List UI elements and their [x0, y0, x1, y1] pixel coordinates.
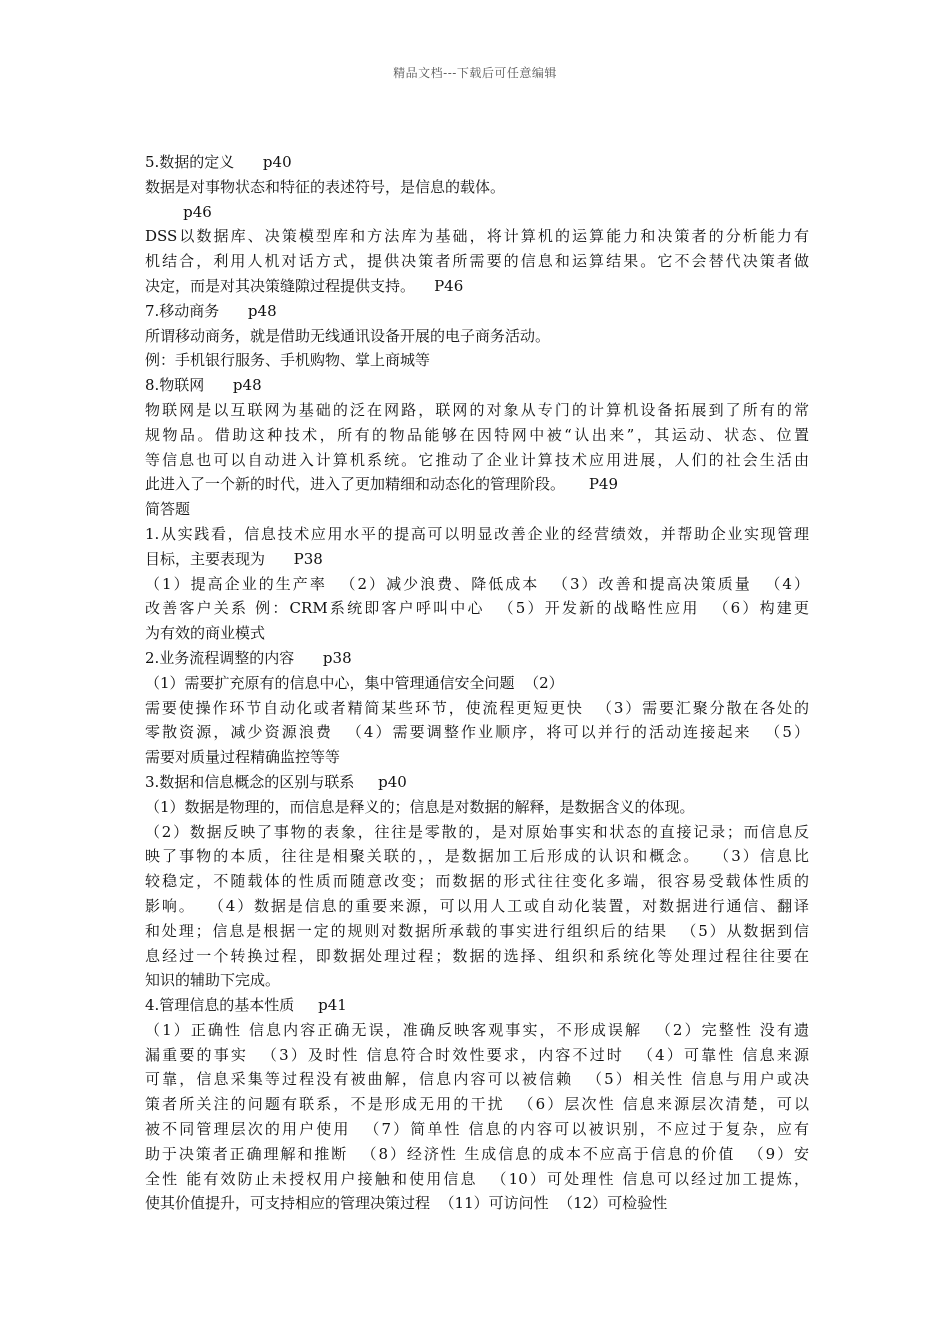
text-line: 1.从实践看，信息技术应用水平的提高可以明显改善企业的经营绩效，并帮助企业实现管理	[145, 524, 809, 543]
text-line: 助于决策者正确理解和推断 （8）经济性 生成信息的成本不应高于信息的价值 （9）安	[145, 1144, 809, 1163]
text-line: 规物品。借助这种技术，所有的物品能够在因特网中被“认出来”，其运动、状态、位置	[145, 425, 809, 444]
text-line: 全性 能有效防止未授权用户接触和使用信息 （10）可处理性 信息可以经过加工提炼，	[145, 1169, 809, 1188]
text-line: 使其价值提升，可支持相应的管理决策过程 （11）可访问性 （12）可检验性	[145, 1194, 668, 1213]
text-line: 映了事物的本质，往往是相聚关联的，，是数据加工后形成的认识和概念。 （3）信息比	[145, 847, 809, 866]
text-line: 改善客户关系 例：CRM系统即客户呼叫中心 （5）开发新的战略性应用 （6）构建更	[145, 599, 809, 618]
text-line: 为有效的商业模式	[145, 624, 266, 643]
section-heading: p46	[145, 202, 212, 221]
section-heading: 简答题	[145, 500, 191, 519]
text-line: 可靠，信息采集等过程没有被曲解，信息内容可以被信赖 （5）相关性 信息与用户或决	[145, 1070, 809, 1089]
text-line: 机结合，利用人机对话方式，提供决策者所需要的信息和运算结果。它不会替代决策者做	[145, 252, 809, 271]
text-line: 所谓移动商务，就是借助无线通讯设备开展的电子商务活动。	[145, 326, 551, 345]
text-line: 被不同管理层次的用户使用 （7）简单性 信息的内容可以被识别，不应过于复杂，应有	[145, 1120, 809, 1139]
text-line: 例：手机银行服务、手机购物、掌上商城等	[145, 351, 431, 370]
text-line: 零散资源，减少资源浪费 （4）需要调整作业顺序，将可以并行的活动连接起来 （5）	[145, 723, 809, 742]
text-line: 物联网是以互联网为基础的泛在网路，联网的对象从专门的计算机设备拓展到了所有的常	[145, 400, 809, 419]
page-header: 精品文档---下载后可任意编辑	[393, 66, 557, 80]
section-heading: 2.业务流程调整的内容 p38	[145, 648, 352, 667]
text-line: 目标，主要表现为 P38	[145, 549, 323, 568]
text-line: （1）数据是物理的，而信息是释义的；信息是对数据的解释，是数据含义的体现。	[145, 797, 695, 816]
text-line: 较稳定，不随载体的性质而随意改变；而数据的形式往往变化多端，很容易受载体性质的	[145, 872, 809, 891]
text-line: 数据是对事物状态和特征的表述符号，是信息的载体。	[145, 177, 506, 196]
text-line: （1）正确性 信息内容正确无误，准确反映客观事实，不形成误解 （2）完整性 没有遗	[145, 1020, 809, 1039]
text-line: 等信息也可以自动进入计算机系统。它推动了企业计算技术应用进展，人们的社会生活由	[145, 450, 809, 469]
text-line: 需要对质量过程精确监控等等	[145, 748, 341, 767]
text-line: 需要使操作环节自动化或者精简某些环节，使流程更短更快 （3）需要汇聚分散在各处的	[145, 698, 809, 717]
text-line: 和处理；信息是根据一定的规则对数据所承载的事实进行组织后的结果 （5）从数据到信	[145, 921, 809, 940]
section-heading: 3.数据和信息概念的区别与联系 p40	[145, 772, 407, 791]
section-heading: 7.移动商务 p48	[145, 301, 277, 320]
text-line: （2）数据反映了事物的表象，往往是零散的，是对原始事实和状态的直接记录；而信息反	[145, 822, 809, 841]
text-line: 息经过一个转换过程，即数据处理过程；数据的选择、组织和系统化等处理过程往往要在	[145, 946, 809, 965]
text-line: DSS以数据库、决策模型库和方法库为基础，将计算机的运算能力和决策者的分析能力有	[145, 227, 809, 246]
text-line: 知识的辅助下完成。	[145, 971, 281, 990]
text-line: （1）需要扩充原有的信息中心，集中管理通信安全问题 （2）	[145, 673, 564, 692]
text-line: 策者所关注的问题有联系，不是形成无用的干扰 （6）层次性 信息来源层次清楚，可以	[145, 1095, 809, 1114]
text-line: 漏重要的事实 （3）及时性 信息符合时效性要求，内容不过时 （4）可靠性 信息来源	[145, 1045, 809, 1064]
text-line: 决定，而是对其决策缝隙过程提供支持。 P46	[145, 276, 464, 295]
document-body	[145, 150, 809, 1216]
text-line: 此进入了一个新的时代，进入了更加精细和动态化的管理阶段。 P49	[145, 475, 619, 494]
section-heading: 8.物联网 p48	[145, 376, 262, 395]
text-line: （1）提高企业的生产率 （2）减少浪费、降低成本 （3）改善和提高决策质量 （4）	[145, 574, 809, 593]
section-heading: 4.管理信息的基本性质 p41	[145, 996, 347, 1015]
text-line: 影响。 （4）数据是信息的重要来源，可以用人工或自动化装置，对数据进行通信、翻译	[145, 896, 809, 915]
section-heading: 5.数据的定义 p40	[145, 153, 292, 171]
